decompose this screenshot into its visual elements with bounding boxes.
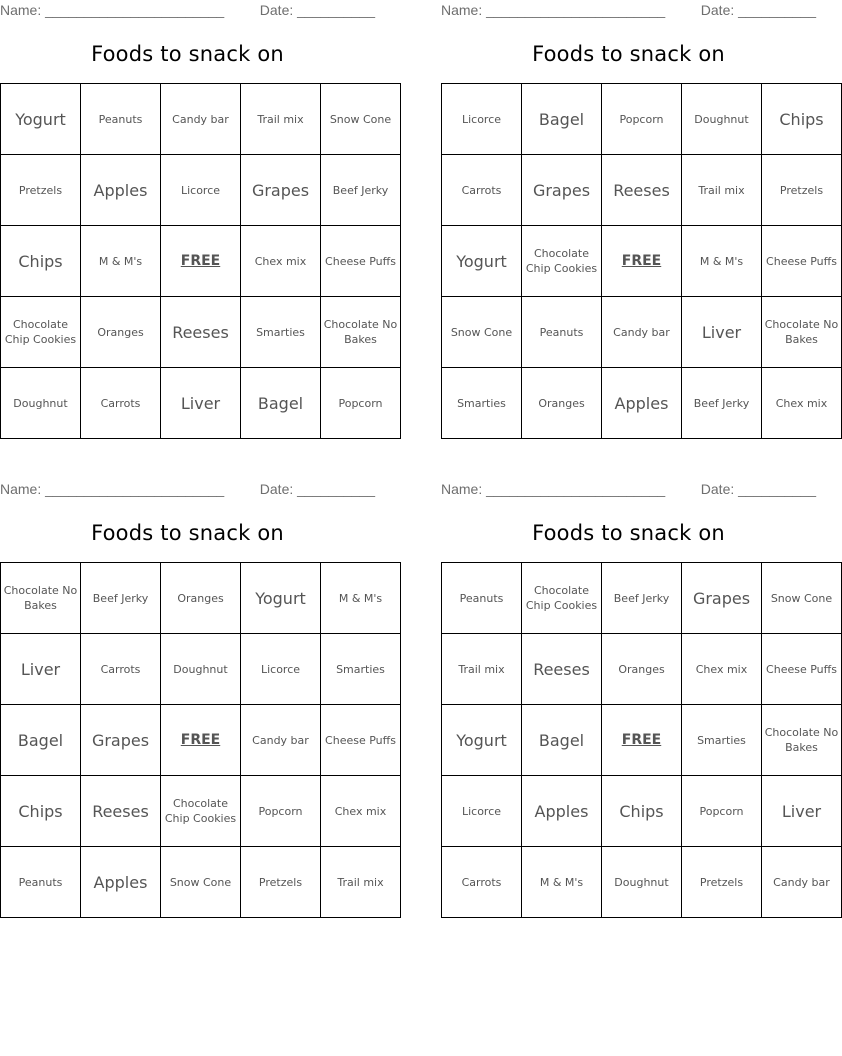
grid-cell[interactable]: Yogurt bbox=[442, 226, 522, 297]
grid-cell[interactable]: Grapes bbox=[241, 155, 321, 226]
grid-row bbox=[442, 776, 842, 847]
grid-cell[interactable]: Doughnut bbox=[602, 847, 682, 918]
grid-cell[interactable]: Trail mix bbox=[442, 634, 522, 705]
grid-cell[interactable]: Trail mix bbox=[241, 84, 321, 155]
grid-cell[interactable]: Candy bar bbox=[762, 847, 842, 918]
name-field[interactable]: Name: _______________________ bbox=[441, 481, 666, 497]
grid-row bbox=[1, 84, 401, 155]
bingo-card-4 bbox=[441, 479, 839, 889]
grid-cell[interactable]: Chips bbox=[602, 776, 682, 847]
grid-cell[interactable]: Licorce bbox=[442, 84, 522, 155]
grid-cell[interactable]: Beef Jerky bbox=[602, 563, 682, 634]
grid-cell[interactable]: Grapes bbox=[81, 705, 161, 776]
grid-cell[interactable]: Chips bbox=[1, 776, 81, 847]
bingo-card-3 bbox=[0, 479, 396, 892]
grid-cell[interactable]: Apples bbox=[602, 368, 682, 439]
grid-cell[interactable]: Trail mix bbox=[321, 847, 401, 918]
grid-cell[interactable]: Reeses bbox=[81, 776, 161, 847]
grid-cell[interactable]: Apples bbox=[522, 776, 602, 847]
grid-cell[interactable]: Liver bbox=[762, 776, 842, 847]
bingo-grid bbox=[0, 83, 401, 439]
grid-cell[interactable]: M & M's bbox=[81, 226, 161, 297]
grid-cell[interactable]: Doughnut bbox=[161, 634, 241, 705]
grid-cell[interactable]: Beef Jerky bbox=[321, 155, 401, 226]
grid-cell[interactable]: Carrots bbox=[81, 368, 161, 439]
card-title: Foods to snack on bbox=[532, 42, 725, 66]
card-title: Foods to snack on bbox=[91, 42, 284, 66]
grid-cell[interactable]: Apples bbox=[81, 155, 161, 226]
grid-cell[interactable]: Snow Cone bbox=[161, 847, 241, 918]
grid-row bbox=[442, 634, 842, 705]
grid-cell[interactable]: Chocolate No Bakes bbox=[762, 297, 842, 368]
grid-cell[interactable]: Liver bbox=[1, 634, 81, 705]
grid-cell[interactable]: Candy bar bbox=[602, 297, 682, 368]
bingo-grid bbox=[441, 83, 842, 439]
name-date-line bbox=[0, 479, 375, 501]
grid-row bbox=[1, 368, 401, 439]
name-date-line bbox=[441, 479, 816, 501]
grid-cell[interactable]: Chocolate Chip Cookies bbox=[161, 776, 241, 847]
grid-cell[interactable]: Cheese Puffs bbox=[762, 226, 842, 297]
grid-row bbox=[1, 155, 401, 226]
grid-cell[interactable]: Bagel bbox=[1, 705, 81, 776]
grid-cell[interactable]: Liver bbox=[682, 297, 762, 368]
grid-row bbox=[442, 847, 842, 918]
grid-cell[interactable]: Bagel bbox=[522, 705, 602, 776]
grid-cell[interactable]: Chocolate Chip Cookies bbox=[522, 226, 602, 297]
name-field[interactable]: Name: _______________________ bbox=[0, 2, 225, 18]
grid-cell[interactable]: Apples bbox=[81, 847, 161, 918]
bingo-grid bbox=[441, 562, 842, 918]
grid-cell[interactable]: Grapes bbox=[682, 563, 762, 634]
grid-cell[interactable]: Peanuts bbox=[81, 84, 161, 155]
grid-cell[interactable]: Pretzels bbox=[682, 847, 762, 918]
grid-cell[interactable]: Snow Cone bbox=[321, 84, 401, 155]
grid-row bbox=[1, 297, 401, 368]
grid-cell[interactable]: Chocolate No Bakes bbox=[1, 563, 81, 634]
grid-row bbox=[442, 155, 842, 226]
grid-cell[interactable]: Oranges bbox=[522, 368, 602, 439]
grid-row bbox=[1, 776, 401, 847]
grid-row bbox=[442, 84, 842, 155]
grid-cell[interactable]: Chocolate Chip Cookies bbox=[522, 563, 602, 634]
grid-cell[interactable]: M & M's bbox=[321, 563, 401, 634]
grid-cell[interactable]: Peanuts bbox=[1, 847, 81, 918]
free-space-cell[interactable]: FREE bbox=[602, 226, 682, 297]
card-title: Foods to snack on bbox=[532, 521, 725, 545]
grid-cell[interactable]: Smarties bbox=[442, 368, 522, 439]
grid-cell[interactable]: Cheese Puffs bbox=[762, 634, 842, 705]
grid-cell[interactable]: M & M's bbox=[682, 226, 762, 297]
grid-cell[interactable]: Snow Cone bbox=[442, 297, 522, 368]
grid-cell[interactable]: Snow Cone bbox=[762, 563, 842, 634]
grid-cell[interactable]: Cheese Puffs bbox=[321, 705, 401, 776]
grid-cell[interactable]: Yogurt bbox=[1, 84, 81, 155]
grid-cell[interactable]: Reeses bbox=[522, 634, 602, 705]
grid-cell[interactable]: Pretzels bbox=[1, 155, 81, 226]
date-field[interactable]: Date: __________ bbox=[259, 481, 375, 497]
card-title: Foods to snack on bbox=[91, 521, 284, 545]
grid-cell[interactable]: Reeses bbox=[161, 297, 241, 368]
grid-cell[interactable]: M & M's bbox=[522, 847, 602, 918]
grid-cell[interactable]: Pretzels bbox=[241, 847, 321, 918]
grid-cell[interactable]: Reeses bbox=[602, 155, 682, 226]
grid-cell[interactable]: Chex mix bbox=[321, 776, 401, 847]
grid-cell[interactable]: Grapes bbox=[522, 155, 602, 226]
name-date-line bbox=[441, 0, 816, 22]
name-field[interactable]: Name: _______________________ bbox=[0, 481, 225, 497]
grid-cell[interactable]: Cheese Puffs bbox=[321, 226, 401, 297]
grid-cell[interactable]: Doughnut bbox=[1, 368, 81, 439]
grid-cell[interactable]: Yogurt bbox=[241, 563, 321, 634]
grid-row bbox=[442, 297, 842, 368]
grid-cell[interactable]: Chex mix bbox=[762, 368, 842, 439]
date-field[interactable]: Date: __________ bbox=[700, 481, 816, 497]
grid-cell[interactable]: Carrots bbox=[442, 155, 522, 226]
grid-cell[interactable]: Licorce bbox=[161, 155, 241, 226]
date-field[interactable]: Date: __________ bbox=[700, 2, 816, 18]
grid-cell[interactable]: Chex mix bbox=[682, 634, 762, 705]
grid-cell[interactable]: Popcorn bbox=[321, 368, 401, 439]
grid-cell[interactable]: Popcorn bbox=[682, 776, 762, 847]
grid-cell[interactable]: Carrots bbox=[81, 634, 161, 705]
grid-cell[interactable]: Smarties bbox=[321, 634, 401, 705]
grid-cell[interactable]: Candy bar bbox=[241, 705, 321, 776]
grid-cell[interactable]: Bagel bbox=[522, 84, 602, 155]
grid-cell[interactable]: Oranges bbox=[81, 297, 161, 368]
grid-cell[interactable]: Liver bbox=[161, 368, 241, 439]
grid-cell[interactable]: Beef Jerky bbox=[682, 368, 762, 439]
grid-cell[interactable]: Oranges bbox=[161, 563, 241, 634]
free-space-cell[interactable]: FREE bbox=[602, 705, 682, 776]
grid-cell[interactable]: Doughnut bbox=[682, 84, 762, 155]
date-field[interactable]: Date: __________ bbox=[259, 2, 375, 18]
grid-row bbox=[442, 705, 842, 776]
grid-row bbox=[442, 226, 842, 297]
grid-row bbox=[442, 563, 842, 634]
free-space-cell[interactable]: FREE bbox=[161, 705, 241, 776]
grid-cell[interactable]: Chips bbox=[1, 226, 81, 297]
grid-row bbox=[1, 226, 401, 297]
grid-cell[interactable]: Carrots bbox=[442, 847, 522, 918]
grid-cell[interactable]: Chocolate Chip Cookies bbox=[1, 297, 81, 368]
grid-cell[interactable]: Candy bar bbox=[161, 84, 241, 155]
grid-cell[interactable]: Oranges bbox=[602, 634, 682, 705]
grid-cell[interactable]: Chocolate No Bakes bbox=[762, 705, 842, 776]
grid-cell[interactable]: Peanuts bbox=[522, 297, 602, 368]
grid-cell[interactable]: Chex mix bbox=[241, 226, 321, 297]
grid-cell[interactable]: Beef Jerky bbox=[81, 563, 161, 634]
name-date-line bbox=[0, 0, 375, 22]
grid-row bbox=[1, 705, 401, 776]
grid-cell[interactable]: Yogurt bbox=[442, 705, 522, 776]
grid-row bbox=[1, 563, 401, 634]
grid-row bbox=[442, 368, 842, 439]
grid-cell[interactable]: Smarties bbox=[682, 705, 762, 776]
bingo-grid bbox=[0, 562, 401, 918]
grid-cell[interactable]: Pretzels bbox=[762, 155, 842, 226]
grid-cell[interactable]: Trail mix bbox=[682, 155, 762, 226]
grid-cell[interactable]: Licorce bbox=[442, 776, 522, 847]
free-space-cell[interactable]: FREE bbox=[161, 226, 241, 297]
grid-cell[interactable]: Chips bbox=[762, 84, 842, 155]
grid-cell[interactable]: Smarties bbox=[241, 297, 321, 368]
grid-row bbox=[1, 847, 401, 918]
name-field[interactable]: Name: _______________________ bbox=[441, 2, 666, 18]
bingo-card-2 bbox=[441, 0, 839, 413]
grid-cell[interactable]: Licorce bbox=[241, 634, 321, 705]
grid-cell[interactable]: Bagel bbox=[241, 368, 321, 439]
grid-cell[interactable]: Chocolate No Bakes bbox=[321, 297, 401, 368]
grid-cell[interactable]: Peanuts bbox=[442, 563, 522, 634]
bingo-card-1 bbox=[0, 0, 398, 413]
grid-cell[interactable]: Popcorn bbox=[241, 776, 321, 847]
grid-cell[interactable]: Popcorn bbox=[602, 84, 682, 155]
grid-row bbox=[1, 634, 401, 705]
